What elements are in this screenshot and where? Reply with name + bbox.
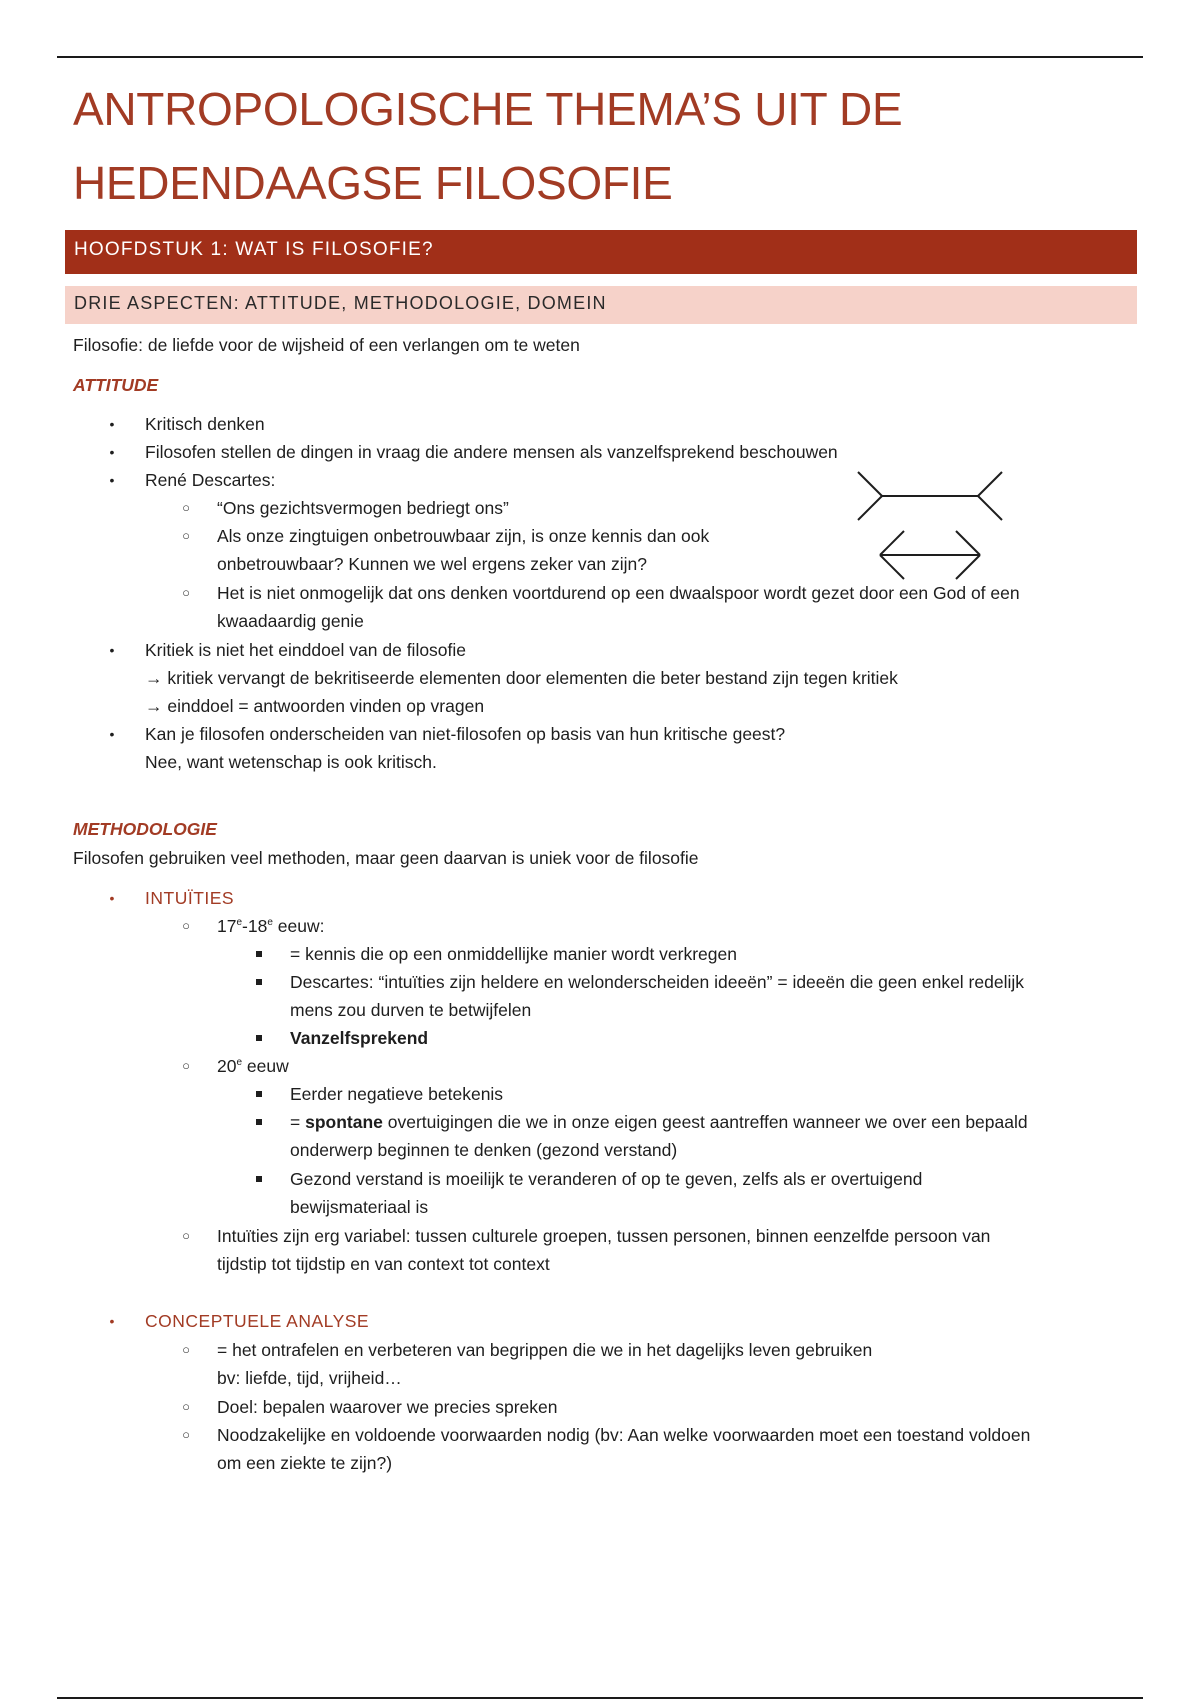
list-item: Noodzakelijke en voldoende voorwaarden nodig (bv: Aan welke voorwaarden moet een toestand voldoen <box>217 1425 1031 1445</box>
list-item-period-17-18: 17e-18e eeuw: <box>217 916 325 936</box>
list-item-continuation: kwaadaardig genie <box>217 611 364 631</box>
conceptueel-heading: CONCEPTUELE ANALYSE <box>145 1311 370 1331</box>
list-item: = spontane overtuigingen die we in onze eigen geest aantreffen wanneer we over een bepaald <box>290 1112 1028 1132</box>
list-item: René Descartes: <box>145 470 276 490</box>
circle-bullet-icon: ○ <box>182 1228 190 1243</box>
list-item: Gezond verstand is moeilijk te veranderen of op te geven, zelfs als er overtuigend <box>290 1169 923 1189</box>
list-item: = het ontrafelen en verbeteren van begrippen die we in het dagelijks leven gebruiken <box>217 1340 873 1360</box>
list-item-continuation: mens zou durven te betwijfelen <box>290 1000 532 1020</box>
methodologie-intro: Filosofen gebruiken veel methoden, maar geen daarvan is uniek voor de filosofie <box>73 848 699 868</box>
muller-lyer-illusion-figure <box>850 462 1010 582</box>
circle-bullet-icon: ○ <box>182 585 190 600</box>
list-item: Kan je filosofen onderscheiden van niet-filosofen op basis van hun kritische geest? <box>145 724 786 744</box>
list-item-continuation: bv: liefde, tijd, vrijheid… <box>217 1368 402 1388</box>
list-item: = kennis die op een onmiddellijke manier wordt verkregen <box>290 944 737 964</box>
title-line-1: ANTROPOLOGISCHE THEMA’S UIT DE <box>73 83 903 135</box>
illusion-bottom-arrowhead <box>880 531 904 555</box>
list-item: Filosofen stellen de dingen in vraag die andere mensen als vanzelfsprekend beschouwen <box>145 442 838 462</box>
bullet-icon: • <box>109 416 115 432</box>
circle-bullet-icon: ○ <box>182 1427 190 1442</box>
square-bullet-icon <box>255 1108 263 1136</box>
circle-bullet-icon: ○ <box>182 500 190 515</box>
square-bullet-icon <box>255 1165 263 1193</box>
bullet-icon: • <box>109 726 115 742</box>
list-item: Kritisch denken <box>145 414 265 434</box>
square-bullet-icon <box>255 1080 263 1108</box>
chapter-heading: HOOFDSTUK 1: WAT IS FILOSOFIE? <box>65 230 1137 274</box>
section-heading: DRIE ASPECTEN: ATTITUDE, METHODOLOGIE, DOMEIN <box>65 286 1137 324</box>
list-item-continuation: tijdstip tot tijdstip en van context tot context <box>217 1254 550 1274</box>
list-item-continuation: onbetrouwbaar? Kunnen we wel ergens zeker van zijn? <box>217 554 647 574</box>
intuities-heading: INTUÏTIES <box>145 888 235 908</box>
illusion-bottom-arrowhead <box>880 555 904 579</box>
list-item: Eerder negatieve betekenis <box>290 1084 504 1104</box>
list-item: Het is niet onmogelijk dat ons denken voortdurend op een dwaalspoor wordt gezet door een God of een <box>217 583 1020 603</box>
circle-bullet-icon: ○ <box>182 1058 190 1073</box>
bottom-rule <box>57 1697 1143 1699</box>
circle-bullet-icon: ○ <box>182 1399 190 1414</box>
list-item: Kritiek is niet het einddoel van de filosofie <box>145 640 467 660</box>
square-bullet-icon <box>255 940 263 968</box>
circle-bullet-icon: ○ <box>182 1342 190 1357</box>
list-item-continuation: om een ziekte te zijn?) <box>217 1453 393 1473</box>
circle-bullet-icon: ○ <box>182 918 190 933</box>
bullet-icon: • <box>109 1313 115 1329</box>
circle-bullet-icon: ○ <box>182 528 190 543</box>
bullet-icon: • <box>109 890 115 906</box>
illusion-top-fin <box>858 472 882 496</box>
list-item-continuation: onderwerp beginnen te denken (gezond verstand) <box>290 1140 678 1160</box>
document-title <box>73 72 1073 220</box>
bullet-icon: • <box>109 642 115 658</box>
title-line-2: HEDENDAAGSE FILOSOFIE <box>73 157 673 209</box>
methodologie-heading: METHODOLOGIE <box>73 819 217 839</box>
bullet-icon: • <box>109 444 115 460</box>
bullet-icon: • <box>109 472 115 488</box>
illusion-bottom-arrowhead <box>956 555 980 579</box>
illusion-top-fin <box>858 496 882 520</box>
list-item-continuation: bewijsmateriaal is <box>290 1197 429 1217</box>
intro-text: Filosofie: de liefde voor de wijsheid of een verlangen om te weten <box>73 335 580 355</box>
arrow-line: → einddoel = antwoorden vinden op vragen <box>145 696 485 716</box>
attitude-heading: ATTITUDE <box>73 375 159 395</box>
top-rule <box>57 56 1143 58</box>
list-item-continuation: Nee, want wetenschap is ook kritisch. <box>145 752 437 772</box>
list-item: Doel: bepalen waarover we precies spreken <box>217 1397 558 1417</box>
list-item: Als onze zingtuigen onbetrouwbaar zijn, is onze kennis dan ook <box>217 526 710 546</box>
illusion-bottom-arrowhead <box>956 531 980 555</box>
list-item: Descartes: “intuïties zijn heldere en welonderscheiden ideeën” = ideeën die geen enkel redelijk <box>290 972 1025 992</box>
illusion-top-fin <box>978 472 1002 496</box>
square-bullet-icon <box>255 968 263 996</box>
arrow-line: → kritiek vervangt de bekritiseerde elementen door elementen die beter bestand zijn tegen kritiek <box>145 668 898 688</box>
list-item: Intuïties zijn erg variabel: tussen culturele groepen, tussen personen, binnen eenzelfde persoon van <box>217 1226 991 1246</box>
list-item-bold: Vanzelfsprekend <box>290 1028 429 1048</box>
square-bullet-icon <box>255 1024 263 1052</box>
illusion-top-fin <box>978 496 1002 520</box>
list-item: “Ons gezichtsvermogen bedriegt ons” <box>217 498 509 518</box>
list-item-period-20: 20e eeuw <box>217 1056 289 1076</box>
